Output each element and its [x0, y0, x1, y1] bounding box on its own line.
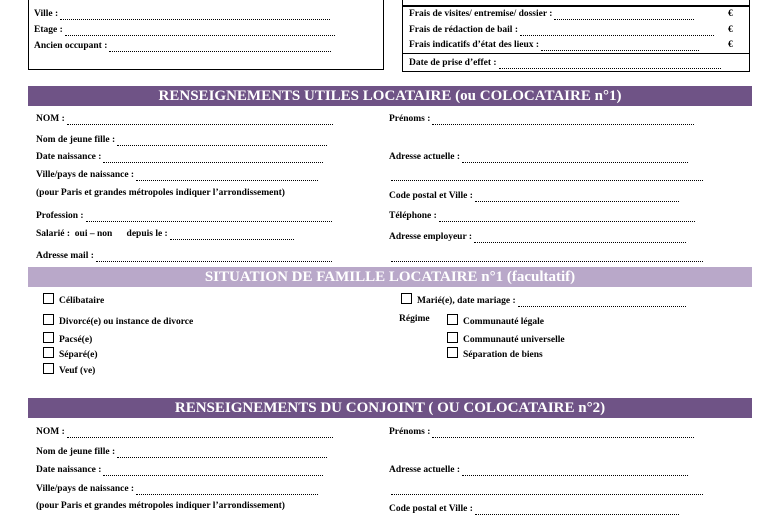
veuf-label: Veuf (ve): [59, 366, 96, 376]
frais-etat-label: Frais indicatifs d’état des lieux :: [409, 40, 540, 50]
frais-redaction-label: Frais de rédaction de bail :: [409, 25, 518, 35]
pacse-label: Pacsé(e): [59, 335, 93, 345]
communaute-legale-label: Communauté légale: [463, 317, 545, 327]
s1-arrondissement-note: (pour Paris et grandes métropoles indiquer l’arrondissement): [36, 188, 285, 198]
s1-depuis-label: depuis le :: [126, 229, 168, 239]
s3-jeune-fille-label: Nom de jeune fille :: [36, 447, 116, 457]
communaute-universelle-label: Communauté universelle: [463, 335, 565, 345]
s3-adresse-line-2[interactable]: [389, 484, 703, 495]
s1-adresse-mail-field[interactable]: [36, 251, 332, 262]
celibataire-checkbox[interactable]: [43, 293, 54, 304]
frais-etat-field[interactable]: [409, 40, 699, 51]
date-effet-label: Date de prise d’effet :: [409, 58, 497, 68]
s1-adresse-actuelle-field[interactable]: [389, 152, 688, 163]
s1-nom-field[interactable]: [36, 114, 333, 125]
s3-adresse-actuelle-label: Adresse actuelle :: [389, 465, 461, 475]
frais-visites-field[interactable]: [409, 9, 694, 20]
s1-adresse-employeur-field[interactable]: [389, 232, 686, 243]
s1-telephone-label: Téléphone :: [389, 211, 437, 221]
s1-profession-label: Profession :: [36, 211, 84, 221]
s1-adresse-line-2[interactable]: [389, 170, 703, 181]
marie-option[interactable]: [401, 293, 686, 307]
separation-biens-label: Séparation de biens: [463, 350, 543, 360]
divorce-checkbox[interactable]: [43, 314, 54, 325]
communaute-legale-checkbox[interactable]: [447, 314, 458, 325]
euro-sign-3: €: [728, 40, 733, 50]
s1-oui-non-option[interactable]: oui – non: [74, 229, 113, 239]
s1-salarie-label: Salarié :: [36, 229, 71, 239]
celibataire-option[interactable]: [43, 293, 104, 307]
ancien-occupant-field[interactable]: [34, 41, 331, 52]
s1-jeune-fille-field[interactable]: [36, 135, 327, 146]
s1-date-naissance-label: Date naissance :: [36, 152, 102, 162]
s1-date-naissance-field[interactable]: [36, 152, 323, 163]
regime-label: Régime: [399, 314, 430, 324]
ville-label: Ville :: [34, 9, 59, 19]
s1-adresse-actuelle-label: Adresse actuelle :: [389, 152, 461, 162]
communaute-universelle-option[interactable]: [447, 332, 565, 346]
s3-jeune-fille-field[interactable]: [36, 447, 327, 458]
s3-code-postal-label: Code postal et Ville :: [389, 504, 473, 514]
fees-divider-2: [402, 53, 750, 54]
marie-label: Marié(e), date mariage :: [417, 296, 516, 306]
s1-code-postal-label: Code postal et Ville :: [389, 191, 473, 201]
communaute-universelle-checkbox[interactable]: [447, 332, 458, 343]
section-title-situation-famille: SITUATION DE FAMILLE LOCATAIRE n°1 (facultatif): [28, 267, 752, 287]
veuf-option[interactable]: [43, 363, 95, 377]
date-effet-field[interactable]: [409, 58, 721, 69]
section-title-locataire: RENSEIGNEMENTS UTILES LOCATAIRE (ou COLOCATAIRE n°1): [28, 86, 752, 106]
frais-visites-label: Frais de visites/ entremise/ dossier :: [409, 9, 553, 19]
s1-jeune-fille-label: Nom de jeune fille :: [36, 135, 116, 145]
ancien-occupant-label: Ancien occupant :: [34, 41, 108, 51]
separation-biens-checkbox[interactable]: [447, 347, 458, 358]
s3-adresse-actuelle-field[interactable]: [389, 465, 688, 476]
s3-nom-field[interactable]: [36, 427, 333, 438]
pacse-checkbox[interactable]: [43, 332, 54, 343]
s1-profession-field[interactable]: [36, 211, 332, 222]
s3-nom-label: NOM :: [36, 427, 65, 437]
s1-nom-label: NOM :: [36, 114, 65, 124]
separation-biens-option[interactable]: [447, 347, 543, 361]
fees-divider: [402, 5, 750, 7]
s3-ville-naissance-label: Ville/pays de naissance :: [36, 484, 135, 494]
frais-redaction-field[interactable]: [409, 25, 714, 36]
s1-employeur-line-2[interactable]: [389, 251, 703, 262]
s1-ville-naissance-field[interactable]: [36, 170, 318, 181]
etage-field[interactable]: [34, 25, 335, 36]
etage-label: Etage :: [34, 25, 63, 35]
pacse-option[interactable]: [43, 332, 92, 346]
separe-checkbox[interactable]: [43, 347, 54, 358]
s1-adresse-mail-label: Adresse mail :: [36, 251, 94, 261]
s3-arrondissement-note: (pour Paris et grandes métropoles indiquer l’arrondissement): [36, 501, 285, 511]
communaute-legale-option[interactable]: [447, 314, 544, 328]
s3-date-naissance-field[interactable]: [36, 465, 323, 476]
divorce-option[interactable]: [43, 314, 193, 328]
s1-code-postal-field[interactable]: [389, 191, 679, 202]
celibataire-label: Célibataire: [59, 296, 105, 306]
section-title-conjoint: RENSEIGNEMENTS DU CONJOINT ( OU COLOCATAIRE n°2): [28, 398, 752, 418]
s1-prenoms-field[interactable]: [389, 114, 694, 125]
s3-code-postal-field[interactable]: [389, 504, 679, 515]
s1-telephone-field[interactable]: [389, 211, 695, 222]
s3-ville-naissance-field[interactable]: [36, 484, 318, 495]
s1-ville-naissance-label: Ville/pays de naissance :: [36, 170, 135, 180]
s3-prenoms-label: Prénoms :: [389, 427, 431, 437]
s1-adresse-employeur-label: Adresse employeur :: [389, 232, 473, 242]
s3-prenoms-field[interactable]: [389, 427, 694, 438]
s3-date-naissance-label: Date naissance :: [36, 465, 102, 475]
s1-salarie-field[interactable]: [36, 229, 294, 240]
s1-prenoms-label: Prénoms :: [389, 114, 431, 124]
veuf-checkbox[interactable]: [43, 363, 54, 374]
euro-sign-2: €: [728, 25, 733, 35]
separe-option[interactable]: [43, 347, 98, 361]
divorce-label: Divorcé(e) ou instance de divorce: [59, 317, 194, 327]
ville-field[interactable]: [34, 9, 330, 20]
separe-label: Séparé(e): [59, 350, 98, 360]
euro-sign-1: €: [728, 9, 733, 19]
marie-checkbox[interactable]: [401, 293, 412, 304]
